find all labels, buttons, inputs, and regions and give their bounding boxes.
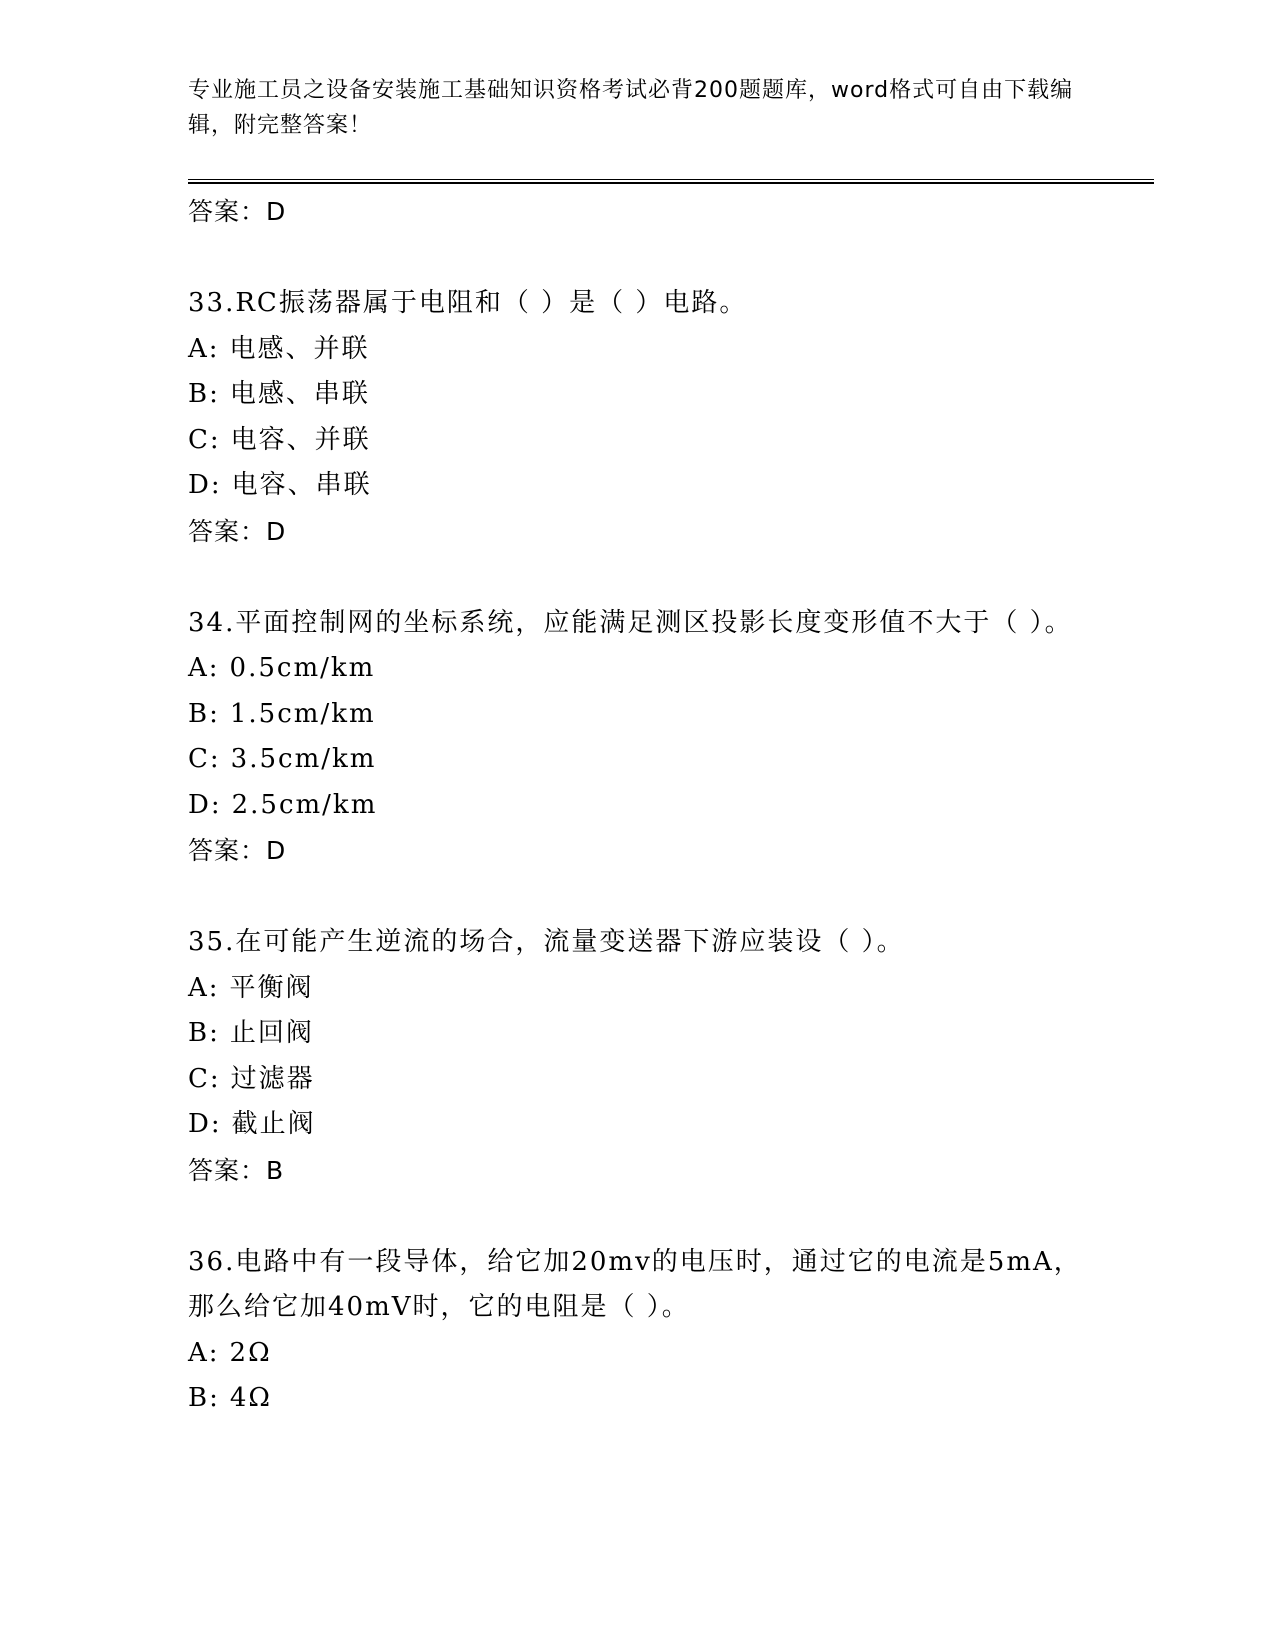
answer-line: 答案：D	[188, 836, 287, 865]
option-text: 止回阀	[229, 1018, 314, 1048]
option-text: 4Ω	[229, 1383, 272, 1413]
question-list	[188, 189, 1088, 1422]
option-letter: A:	[188, 333, 220, 364]
question-block	[188, 281, 1088, 555]
question-block	[188, 601, 1088, 875]
answer-option	[188, 418, 1088, 464]
answer-option	[188, 327, 1088, 373]
answer-option	[188, 463, 1088, 509]
option-text: 平衡阀	[229, 972, 314, 1003]
option-letter: D:	[188, 470, 222, 500]
header-rule-thin	[188, 179, 1154, 180]
option-text: 电容、串联	[231, 470, 372, 500]
option-text: 电感、串联	[229, 379, 370, 409]
answer-option	[188, 372, 1088, 418]
answer-option	[188, 1057, 1088, 1103]
option-text: 3.5cm/km	[230, 744, 377, 774]
answer-option	[188, 1331, 1088, 1377]
option-letter: B:	[188, 698, 220, 729]
option-text: 过滤器	[230, 1063, 315, 1094]
answer-option	[188, 692, 1088, 738]
questions-container	[188, 281, 1088, 1422]
option-text: 1.5cm/km	[229, 698, 376, 729]
option-letter: B:	[188, 1018, 220, 1048]
question-stem: 35.在可能产生逆流的场合，流量变送器下游应装设（ ）。	[188, 927, 905, 957]
question-block	[188, 1240, 1088, 1422]
option-letter: B:	[188, 379, 220, 409]
option-text: 电容、并联	[230, 424, 371, 455]
option-letter: A:	[188, 653, 220, 683]
answer-line: 答案：D	[188, 516, 287, 546]
question-stem: 34.平面控制网的坐标系统，应能满足测区投影长度变形值不大于（ ）。	[188, 607, 1073, 638]
option-letter: D:	[188, 1109, 222, 1139]
option-text: 2Ω	[229, 1337, 272, 1368]
option-letter: A:	[188, 972, 220, 1003]
answer-option	[188, 1011, 1088, 1057]
header-rule-thick	[188, 182, 1154, 184]
answer-option	[188, 1102, 1088, 1148]
option-text: 0.5cm/km	[229, 653, 376, 683]
option-letter: C:	[188, 424, 221, 455]
answer-line: 答案：D	[188, 197, 287, 226]
option-text: 2.5cm/km	[231, 789, 378, 820]
option-letter: A:	[188, 1337, 220, 1368]
option-letter: B:	[188, 1383, 220, 1413]
document-header: 专业施工员之设备安装施工基础知识资格考试必背200题题库，word格式可自由下载编辑，附完整答案！	[188, 78, 1074, 138]
answer-option	[188, 646, 1088, 692]
answer-option	[188, 783, 1088, 829]
option-text: 截止阀	[231, 1109, 316, 1139]
option-letter: C:	[188, 1063, 221, 1094]
option-letter: C:	[188, 744, 221, 774]
option-text: 电感、并联	[229, 333, 370, 364]
question-stem: 33.RC振荡器属于电阻和（ ）是（ ）电路。	[188, 288, 748, 318]
question-block	[188, 920, 1088, 1194]
answer-option	[188, 737, 1088, 783]
question-stem: 36.电路中有一段导体，给它加20mv的电压时，通过它的电流是5mA，那么给它加40mV时，它的电阻是（ ）。	[188, 1246, 1082, 1322]
option-letter: D:	[188, 789, 222, 820]
answer-option	[188, 1376, 1088, 1422]
answer-line: 答案：B	[188, 1155, 285, 1185]
answer-option	[188, 966, 1088, 1012]
